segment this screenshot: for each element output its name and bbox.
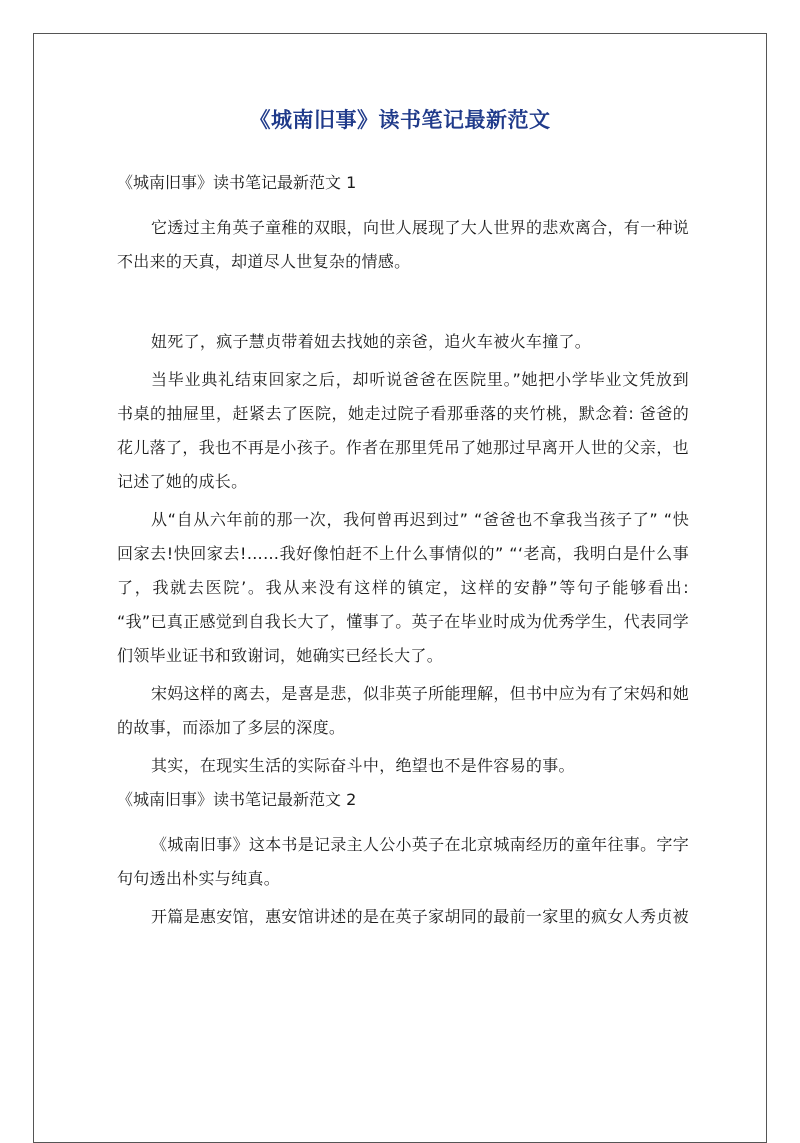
section-heading-2: 《城南旧事》读书笔记最新范文 2 <box>117 790 357 809</box>
paragraph: 从“自从六年前的那一次，我何曾再迟到过” “爸爸也不拿我当孩子了” “快回家去!快回家去!……我好像怕赶不上什么事情似的” “‘老高，我明白是什么事了，我就去医院’。我从来没有这样的镇定，这样的安静”等句子能够看出: “我”已真正感觉到自我长大了，懂事了。英子在毕业时成为优秀学生，代表同学们领毕业证书和致谢词，她确实已经长大了。 <box>117 510 689 665</box>
document-title: 《城南旧事》读书笔记最新范文 <box>249 108 551 132</box>
paragraph: 其实，在现实生活的实际奋斗中，绝望也不是件容易的事。 <box>151 756 575 775</box>
blank-gap <box>117 283 689 325</box>
paragraph: 妞死了，疯子慧贞带着妞去找她的亲爸，追火车被火车撞了。 <box>151 332 592 351</box>
paragraph: 宋妈这样的离去，是喜是悲，似非英子所能理解，但书中应为有了宋妈和她的故事，而添加了多层的深度。 <box>117 684 689 737</box>
paragraph: 《城南旧事》这本书是记录主人公小英子在北京城南经历的童年往事。字字句句透出朴实与纯真。 <box>117 835 689 888</box>
paragraph: 开篇是惠安馆，惠安馆讲述的是在英子家胡同的最前一家里的疯女人秀贞被 <box>151 907 689 926</box>
paragraph: 当毕业典礼结束回家之后，却听说爸爸在医院里。”她把小学毕业文凭放到书桌的抽屉里，赶紧去了医院，她走过院子看那垂落的夹竹桃，默念着: 爸爸的花儿落了，我也不再是小孩子。作者在那里凭吊了她那过早离开人世的父亲，也记述了她的成长。 <box>117 370 689 491</box>
document-body <box>117 170 689 938</box>
paragraph: 它透过主角英子童稚的双眼，向世人展现了大人世界的悲欢离合，有一种说不出来的天真，却道尽人世复杂的情感。 <box>117 218 689 271</box>
section-heading-1: 《城南旧事》读书笔记最新范文 1 <box>117 173 357 192</box>
